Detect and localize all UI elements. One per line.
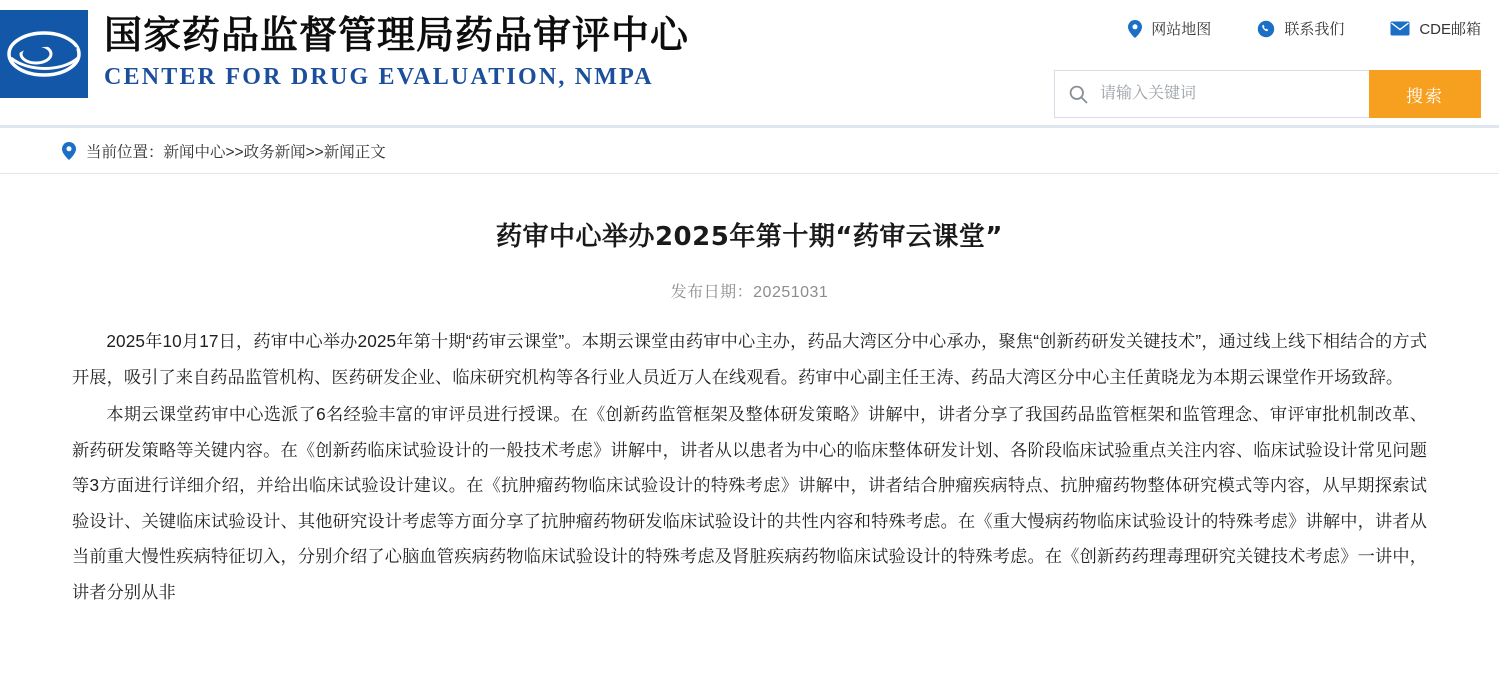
search-box[interactable] bbox=[1054, 70, 1369, 118]
site-logo[interactable] bbox=[0, 10, 689, 98]
search-button[interactable]: 搜索 bbox=[1369, 70, 1481, 118]
search-area bbox=[1054, 70, 1481, 118]
top-link-mailbox[interactable] bbox=[1390, 18, 1481, 39]
breadcrumb bbox=[0, 128, 1499, 174]
search-input[interactable] bbox=[1098, 84, 1338, 104]
article bbox=[0, 216, 1499, 610]
mail-icon bbox=[1390, 21, 1410, 36]
top-link-label: CDE邮箱 bbox=[1419, 21, 1481, 38]
phone-icon bbox=[1257, 20, 1275, 38]
top-links bbox=[1128, 18, 1481, 39]
top-link-sitemap[interactable] bbox=[1128, 18, 1211, 39]
article-paragraph: 2025年10月17日，药审中心举办2025年第十期“药审云课堂”。本期云课堂由药审中心主办，药品大湾区分中心承办，聚焦“创新药研发关键技术”，通过线上线下相结合的方式开展，吸引了来自药品监管机构、医药研发企业、临床研究机构等各行业人员近万人在线观看。药审中心副主任王涛、药品大湾区分中心主任黄晓龙为本期云课堂作开场致辞。 bbox=[72, 331, 1427, 387]
page-title: 药审中心举办2025年第十期“药审云课堂” bbox=[495, 222, 1004, 252]
logo-title-cn: 国家药品监督管理局药品审评中心 bbox=[104, 13, 690, 57]
article-body bbox=[72, 324, 1427, 610]
top-link-contact[interactable] bbox=[1257, 18, 1344, 39]
search-icon bbox=[1069, 85, 1088, 104]
location-pin-icon bbox=[1128, 20, 1142, 38]
top-link-label: 联系我们 bbox=[1284, 21, 1345, 38]
top-link-label: 网站地图 bbox=[1151, 21, 1212, 38]
logo-title-en: CENTER FOR DRUG EVALUATION, NMPA bbox=[104, 64, 654, 90]
cde-eye-logo-icon bbox=[0, 10, 88, 98]
breadcrumb-text[interactable]: 当前位置：新闻中心>>政务新闻>>新闻正文 bbox=[86, 143, 386, 161]
article-paragraph: 本期云课堂药审中心选派了6名经验丰富的审评员进行授课。在《创新药监管框架及整体研发策略》讲解中，讲者分享了我国药品监管框架和监管理念、审评审批机制改革、新药研发策略等关键内容。在《创新药临床试验设计的一般技术考虑》讲解中，讲者从以患者为中心的临床整体研发计划、各阶段临床试验重点关注内容、临床试验设计常见问题等3方面进行详细介绍，并给出临床试验设计建议。在《抗肿瘤药物临床试验设计的特殊考虑》讲解中，讲者结合肿瘤疾病特点、抗肿瘤药物整体研究模式等内容，从早期探索试验设计、关键临床试验设计、其他研究设计考虑等方面分享了抗肿瘤药物研发临床试验设计的共性内容和特殊考虑。在《重大慢病药物临床试验设计的特殊考虑》讲解中，讲者从当前重大慢性疾病特征切入，分别介绍了心脑血管疾病药物临床试验设计的特殊考虑及肾脏疾病药物临床试验设计的特殊考虑。在《创新药药理毒理研究关键技术考虑》一讲中，讲者分别从非 bbox=[72, 404, 1427, 602]
location-pin-icon bbox=[62, 142, 76, 160]
publish-date: 发布日期：20251031 bbox=[670, 284, 829, 301]
site-header bbox=[0, 0, 1499, 128]
